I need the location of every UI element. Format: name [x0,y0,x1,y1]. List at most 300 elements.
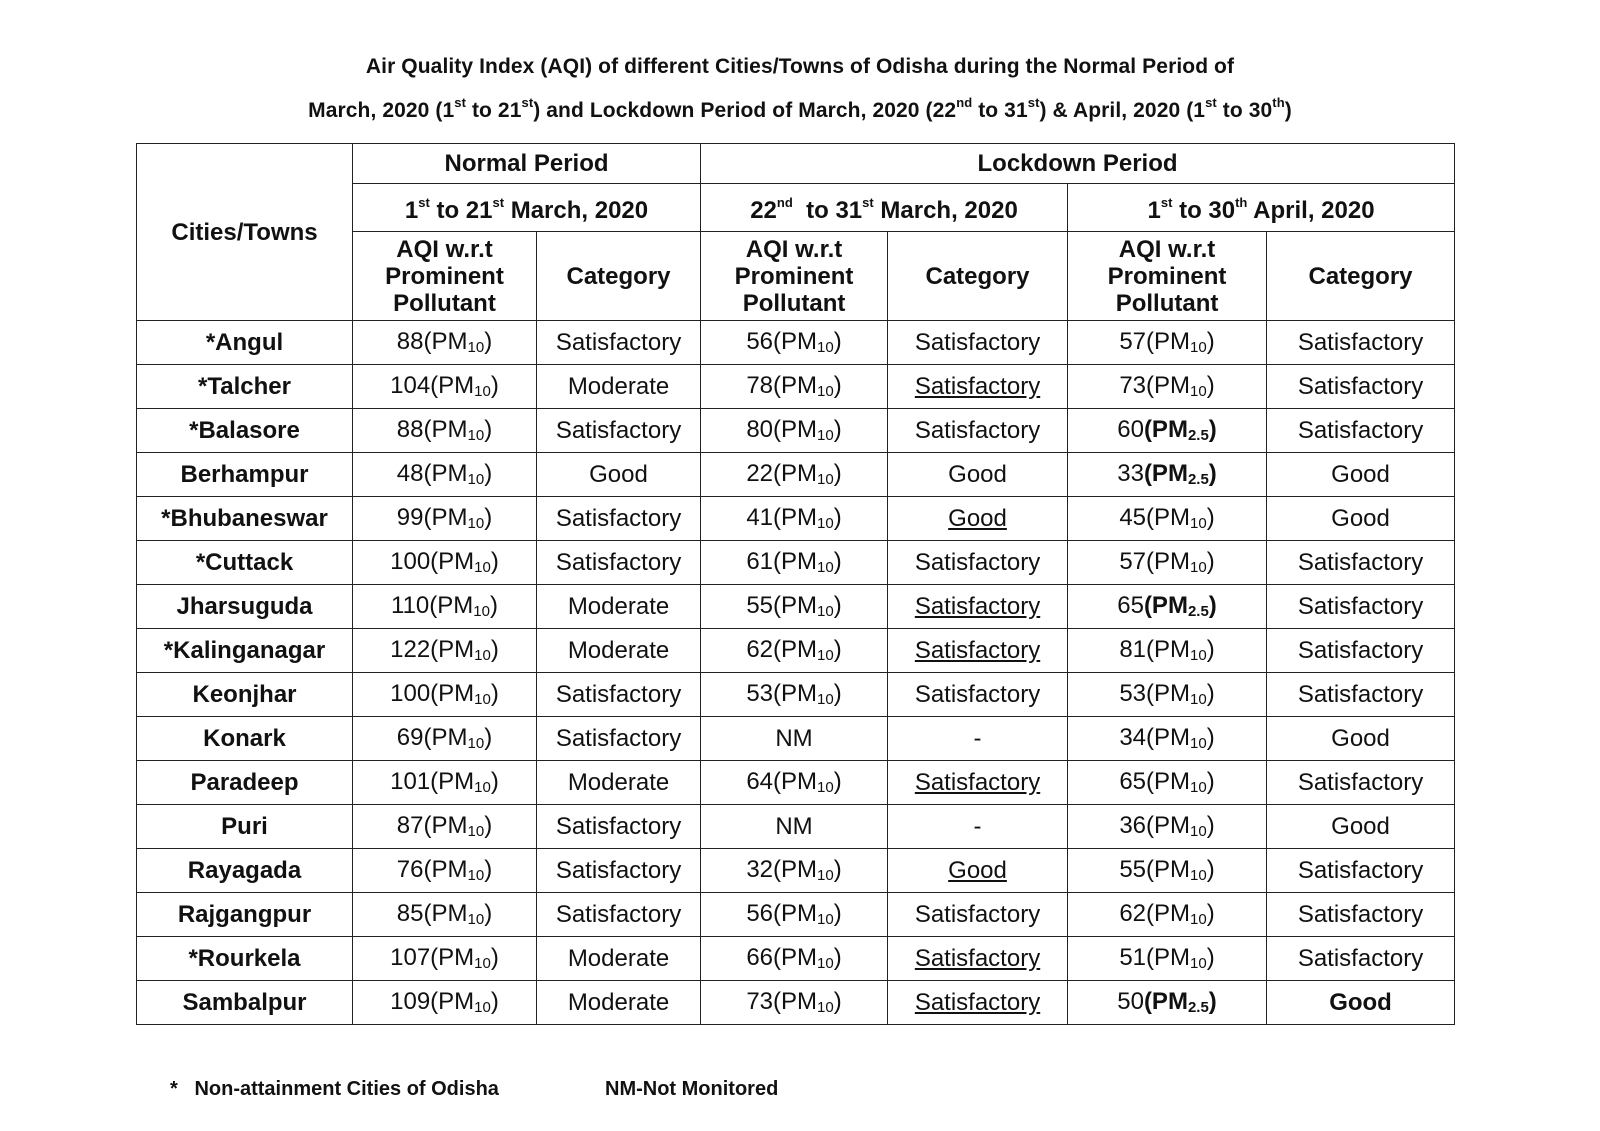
aqi-value: 22 [746,459,774,487]
aqi-value-cell [1068,409,1267,453]
category-value: Satisfactory [914,637,1041,664]
pollutant: $(PM_{10})$ [423,811,493,840]
pollutant: $(PM_{2.5})$ [1143,415,1217,444]
aqi-value: 73 [746,987,774,1015]
pollutant: $(PM_{10})$ [423,327,493,356]
pollutant-size: 10 [1190,910,1207,928]
category-cell [537,321,701,365]
table-header [137,144,1455,321]
aqi-value: 50 [1117,987,1144,1015]
pollutant: $(PM_{10})$ [1146,943,1215,972]
pollutant: $(PM_{10})$ [430,635,499,664]
category-value: Satisfactory [1297,769,1424,796]
aqi-value-cell [701,981,888,1025]
aqi-value-cell [701,629,888,673]
aqi-value: 65 [1119,767,1147,795]
pollutant-size: 10 [1190,734,1207,752]
pollutant: $(PM_{10})$ [773,327,842,356]
category-value: Good [589,461,648,488]
category-cell [1267,937,1455,981]
category-cell [537,453,701,497]
pollutant-size: 10 [467,734,485,752]
aqi-value: 34 [1119,723,1147,751]
aqi-value: 65 [1117,591,1144,619]
category-value: Satisfactory [555,681,682,708]
aqi-value-cell [353,937,537,981]
table-row [137,805,1455,849]
category-cell [537,673,701,717]
pollutant-size: 2.5 [1187,998,1209,1016]
header-lockdown-period: Lockdown Period [701,144,1455,184]
city-name: *Kalinganagar [137,629,353,673]
pollutant: $(PM_{10})$ [423,459,493,488]
aqi-value-cell [1068,585,1267,629]
category-cell [1267,629,1455,673]
pollutant: $(PM_{10})$ [773,371,842,400]
pollutant-size: 2.5 [1187,470,1209,488]
aqi-value-cell [1068,321,1267,365]
pollutant-size: 10 [817,998,834,1016]
aqi-value-cell [1068,849,1267,893]
city-name: Rajgangpur [137,893,353,937]
category-cell [1267,849,1455,893]
aqi-value-cell [701,937,888,981]
pollutant-size: 10 [467,910,485,928]
category-value: Good [948,461,1007,488]
city-name: Jharsuguda [137,585,353,629]
aqi-value-cell [353,981,537,1025]
city-name: Keonjhar [137,673,353,717]
category-value: Moderate [567,769,670,796]
pollutant-size: 2.5 [1187,602,1209,620]
pollutant-size: 10 [817,338,834,356]
pollutant: $(PM_{10})$ [773,987,842,1016]
category-value: Satisfactory [1297,857,1424,884]
aqi-table [136,143,1455,1025]
category-value: Moderate [567,945,670,972]
aqi-value-cell [353,321,537,365]
aqi-value: 57 [1119,547,1147,575]
aqi-value: 104 [390,371,431,399]
table-row [137,761,1455,805]
category-cell [537,497,701,541]
category-value: Satisfactory [914,681,1041,708]
aqi-value-cell [701,893,888,937]
aqi-value-cell [353,629,537,673]
table-row [137,497,1455,541]
aqi-value: 61 [746,547,774,575]
pollutant-size: 10 [474,558,491,576]
pollutant: $(PM_{10})$ [1146,899,1215,928]
aqi-value: 66 [746,943,774,971]
pollutant-size: 10 [817,866,834,884]
aqi-value-cell [701,761,888,805]
category-value: Satisfactory [555,549,682,576]
pollutant-size: 10 [817,382,834,400]
aqi-value-cell [701,453,888,497]
pollutant-size: 10 [817,602,834,620]
pollutant-size: 10 [467,426,485,444]
pollutant: $(PM_{2.5})$ [1143,459,1217,488]
category-value: Good [1331,505,1390,532]
category-cell [537,937,701,981]
table-row [137,453,1455,497]
pollutant-size: 10 [467,338,485,356]
table-row [137,629,1455,673]
aqi-value-cell [353,805,537,849]
table-row [137,849,1455,893]
category-value: Satisfactory [1297,549,1424,576]
pollutant-size: 10 [1190,954,1207,972]
pollutant: $(PM_{10})$ [423,503,493,532]
category-value: Satisfactory [1297,681,1424,708]
pollutant-size: 10 [474,954,491,972]
aqi-value-cell [701,497,888,541]
category-value: Good [948,505,1007,532]
pollutant: $(PM_{10})$ [430,767,499,796]
pollutant: $(PM_{10})$ [429,591,498,620]
aqi-value: 110 [391,591,430,619]
category-value: Satisfactory [914,417,1041,444]
aqi-value-cell [701,409,888,453]
aqi-value: 56 [746,899,774,927]
pollutant: $(PM_{10})$ [430,679,499,708]
category-cell [1267,893,1455,937]
aqi-value: 73 [1119,371,1147,399]
footnote-non-attainment: * Non-attainment Cities of Odisha [170,1078,499,1100]
city-name: Konark [137,717,353,761]
category-value: Moderate [567,989,670,1016]
header-aqi: AQI w.r.t Prominent Pollutant [353,232,537,321]
category-cell [1267,981,1455,1025]
aqi-value: 55 [746,591,774,619]
aqi-value: 51 [1119,943,1147,971]
category-cell [888,717,1068,761]
category-cell [537,365,701,409]
pollutant: $(PM_{10})$ [773,899,842,928]
aqi-value: 100 [390,679,431,707]
category-value: Satisfactory [914,373,1041,400]
aqi-value: 109 [390,987,431,1015]
category-value: Satisfactory [1297,373,1424,400]
category-value: - [973,725,982,752]
pollutant: $(PM_{10})$ [773,635,842,664]
category-value: Good [1331,461,1390,488]
category-value: - [973,813,982,840]
header-period-march-normal: 1st to 21st March, 2020 [353,184,701,232]
pollutant-size: 10 [1190,514,1207,532]
category-cell [888,629,1068,673]
category-value: Satisfactory [555,329,682,356]
pollutant-size: 10 [467,866,485,884]
pollutant: $(PM_{10})$ [423,415,493,444]
pollutant-size: 10 [1190,866,1207,884]
category-cell [888,409,1068,453]
table-row [137,893,1455,937]
aqi-value-cell [1068,453,1267,497]
category-cell [537,893,701,937]
category-value: Moderate [567,593,670,620]
pollutant: $(PM_{10})$ [773,503,842,532]
pollutant-size: 10 [817,910,834,928]
category-cell [888,893,1068,937]
category-cell [888,981,1068,1025]
table-row [137,321,1455,365]
category-cell [1267,497,1455,541]
aqi-value-cell [353,453,537,497]
pollutant: $(PM_{10})$ [773,679,842,708]
aqi-value: 57 [1119,327,1147,355]
pollutant-size: 10 [467,822,485,840]
pollutant: $(PM_{10})$ [1146,547,1215,576]
aqi-value-cell [1068,673,1267,717]
pollutant: $(PM_{10})$ [430,547,499,576]
header-cities: Cities/Towns [137,144,353,321]
category-value: Satisfactory [555,857,682,884]
category-value: Satisfactory [914,549,1041,576]
category-cell [537,541,701,585]
category-cell [888,321,1068,365]
category-cell [888,673,1068,717]
pollutant-size: 10 [817,954,834,972]
aqi-value: 64 [746,767,774,795]
aqi-value: 88 [396,415,424,443]
aqi-value-cell [1068,805,1267,849]
page-subtitle: March, 2020 (1st to 21st) and Lockdown Period of March, 2020 (22nd to 31st) & April, 2020 (1st to 30th) [308,95,1292,122]
pollutant-size: 10 [817,690,834,708]
category-cell [888,541,1068,585]
pollutant-size: 10 [474,382,491,400]
category-value: Satisfactory [914,329,1041,356]
pollutant-size: 10 [1190,382,1207,400]
aqi-value: 85 [396,899,424,927]
category-value: Satisfactory [1297,945,1424,972]
category-value: Satisfactory [555,901,682,928]
city-name: *Cuttack [137,541,353,585]
city-name: *Angul [137,321,353,365]
city-name: Paradeep [137,761,353,805]
category-value: Satisfactory [1297,417,1424,444]
pollutant: $(PM_{10})$ [773,415,842,444]
aqi-value: NM [775,725,813,752]
aqi-value: 122 [390,635,431,663]
aqi-value: 99 [396,503,424,531]
aqi-value: 60 [1117,415,1144,443]
aqi-value-cell [701,541,888,585]
category-cell [888,805,1068,849]
aqi-value-cell [701,365,888,409]
aqi-value: 53 [1119,679,1147,707]
pollutant: $(PM_{10})$ [430,371,499,400]
aqi-value: 62 [1119,899,1147,927]
pollutant: $(PM_{10})$ [773,943,842,972]
aqi-value: 36 [1119,811,1147,839]
pollutant-size: 10 [1190,778,1207,796]
city-name: *Rourkela [137,937,353,981]
category-cell [537,761,701,805]
pollutant: $(PM_{10})$ [773,855,842,884]
aqi-value: 32 [746,855,774,883]
aqi-value: 101 [390,767,431,795]
category-cell [1267,805,1455,849]
pollutant: $(PM_{10})$ [1146,855,1215,884]
table-row [137,409,1455,453]
category-value: Satisfactory [1297,901,1424,928]
pollutant: $(PM_{10})$ [773,591,842,620]
category-cell [888,937,1068,981]
category-cell [1267,761,1455,805]
aqi-value-cell [1068,541,1267,585]
aqi-value-cell [353,849,537,893]
pollutant-size: 10 [467,514,485,532]
aqi-value: 56 [746,327,774,355]
pollutant-size: 10 [474,690,491,708]
category-value: Satisfactory [914,593,1041,620]
aqi-value: 48 [396,459,424,487]
category-value: Satisfactory [914,945,1041,972]
aqi-value-cell [353,761,537,805]
aqi-value: 45 [1119,503,1147,531]
pollutant: $(PM_{10})$ [773,547,842,576]
pollutant: $(PM_{10})$ [430,987,499,1016]
city-name: Sambalpur [137,981,353,1025]
category-cell [1267,585,1455,629]
pollutant: $(PM_{10})$ [773,767,842,796]
aqi-value-cell [1068,761,1267,805]
aqi-value-cell [353,541,537,585]
aqi-value: 87 [396,811,424,839]
aqi-value: NM [775,813,813,840]
table-row [137,673,1455,717]
pollutant: $(PM_{10})$ [423,899,493,928]
city-name: Berhampur [137,453,353,497]
category-value: Satisfactory [555,813,682,840]
pollutant: $(PM_{10})$ [430,943,499,972]
aqi-value-cell [353,673,537,717]
pollutant: $(PM_{10})$ [1146,811,1215,840]
aqi-value-cell [1068,497,1267,541]
city-name: Puri [137,805,353,849]
aqi-value: 55 [1119,855,1147,883]
aqi-value: 107 [390,943,431,971]
pollutant: $(PM_{10})$ [423,855,493,884]
aqi-value-cell [1068,981,1267,1025]
header-period-march-lockdown: 22nd to 31st March, 2020 [701,184,1068,232]
category-cell [888,585,1068,629]
category-cell [1267,541,1455,585]
category-value: Good [948,857,1007,884]
pollutant: $(PM_{10})$ [1146,767,1215,796]
category-cell [888,365,1068,409]
header-category: Category [1267,232,1455,321]
aqi-value-cell [353,365,537,409]
table-row [137,981,1455,1025]
aqi-value-cell [1068,365,1267,409]
category-cell [537,717,701,761]
aqi-value: 78 [746,371,774,399]
category-value: Satisfactory [555,725,682,752]
aqi-value: 100 [390,547,431,575]
category-cell [888,497,1068,541]
category-cell [537,409,701,453]
pollutant-size: 10 [1190,690,1207,708]
aqi-value: 81 [1119,635,1147,663]
category-value: Good [1329,989,1392,1016]
category-value: Satisfactory [555,417,682,444]
pollutant-size: 10 [474,646,491,664]
aqi-value-cell [1068,937,1267,981]
aqi-value-cell [353,585,537,629]
category-cell [1267,321,1455,365]
aqi-value: 80 [746,415,774,443]
aqi-value-cell [353,893,537,937]
pollutant-size: 10 [467,470,485,488]
pollutant: $(PM_{10})$ [1146,327,1215,356]
aqi-value-cell [1068,629,1267,673]
table-row [137,541,1455,585]
category-value: Moderate [567,373,670,400]
pollutant: $(PM_{10})$ [1146,679,1215,708]
category-cell [537,849,701,893]
category-value: Satisfactory [555,505,682,532]
pollutant-size: 10 [817,426,834,444]
aqi-value-cell [353,409,537,453]
aqi-value-cell [701,717,888,761]
aqi-value: 41 [746,503,774,531]
category-cell [537,585,701,629]
table-row [137,717,1455,761]
table-body [137,321,1455,1025]
header-normal-period: Normal Period [353,144,701,184]
aqi-value-cell [1068,717,1267,761]
aqi-value: 62 [746,635,774,663]
aqi-value-cell [353,497,537,541]
category-cell [1267,717,1455,761]
category-cell [1267,453,1455,497]
aqi-value-cell [701,849,888,893]
aqi-value: 53 [746,679,774,707]
pollutant-size: 10 [1190,558,1207,576]
aqi-value-cell [1068,893,1267,937]
category-value: Satisfactory [1297,637,1424,664]
category-value: Satisfactory [1297,329,1424,356]
footnote-not-monitored: NM-Not Monitored [605,1078,779,1100]
pollutant-size: 2.5 [1187,426,1209,444]
pollutant: $(PM_{10})$ [1146,503,1215,532]
pollutant-size: 10 [817,778,834,796]
pollutant: $(PM_{2.5})$ [1143,591,1217,620]
pollutant: $(PM_{10})$ [423,723,493,752]
pollutant-size: 10 [1190,646,1207,664]
category-value: Good [1331,725,1390,752]
category-cell [1267,673,1455,717]
pollutant-size: 10 [817,558,834,576]
pollutant: $(PM_{10})$ [1146,635,1215,664]
category-cell [888,761,1068,805]
aqi-value-cell [701,321,888,365]
header-aqi: AQI w.r.t Prominent Pollutant [1068,232,1267,321]
header-period-april-lockdown: 1st to 30th April, 2020 [1068,184,1455,232]
pollutant-size: 10 [474,998,491,1016]
category-cell [888,849,1068,893]
aqi-value-cell [701,805,888,849]
city-name: *Balasore [137,409,353,453]
aqi-value-cell [701,673,888,717]
aqi-value: 88 [396,327,424,355]
table-row [137,937,1455,981]
pollutant-size: 10 [1190,338,1207,356]
aqi-value-cell [353,717,537,761]
